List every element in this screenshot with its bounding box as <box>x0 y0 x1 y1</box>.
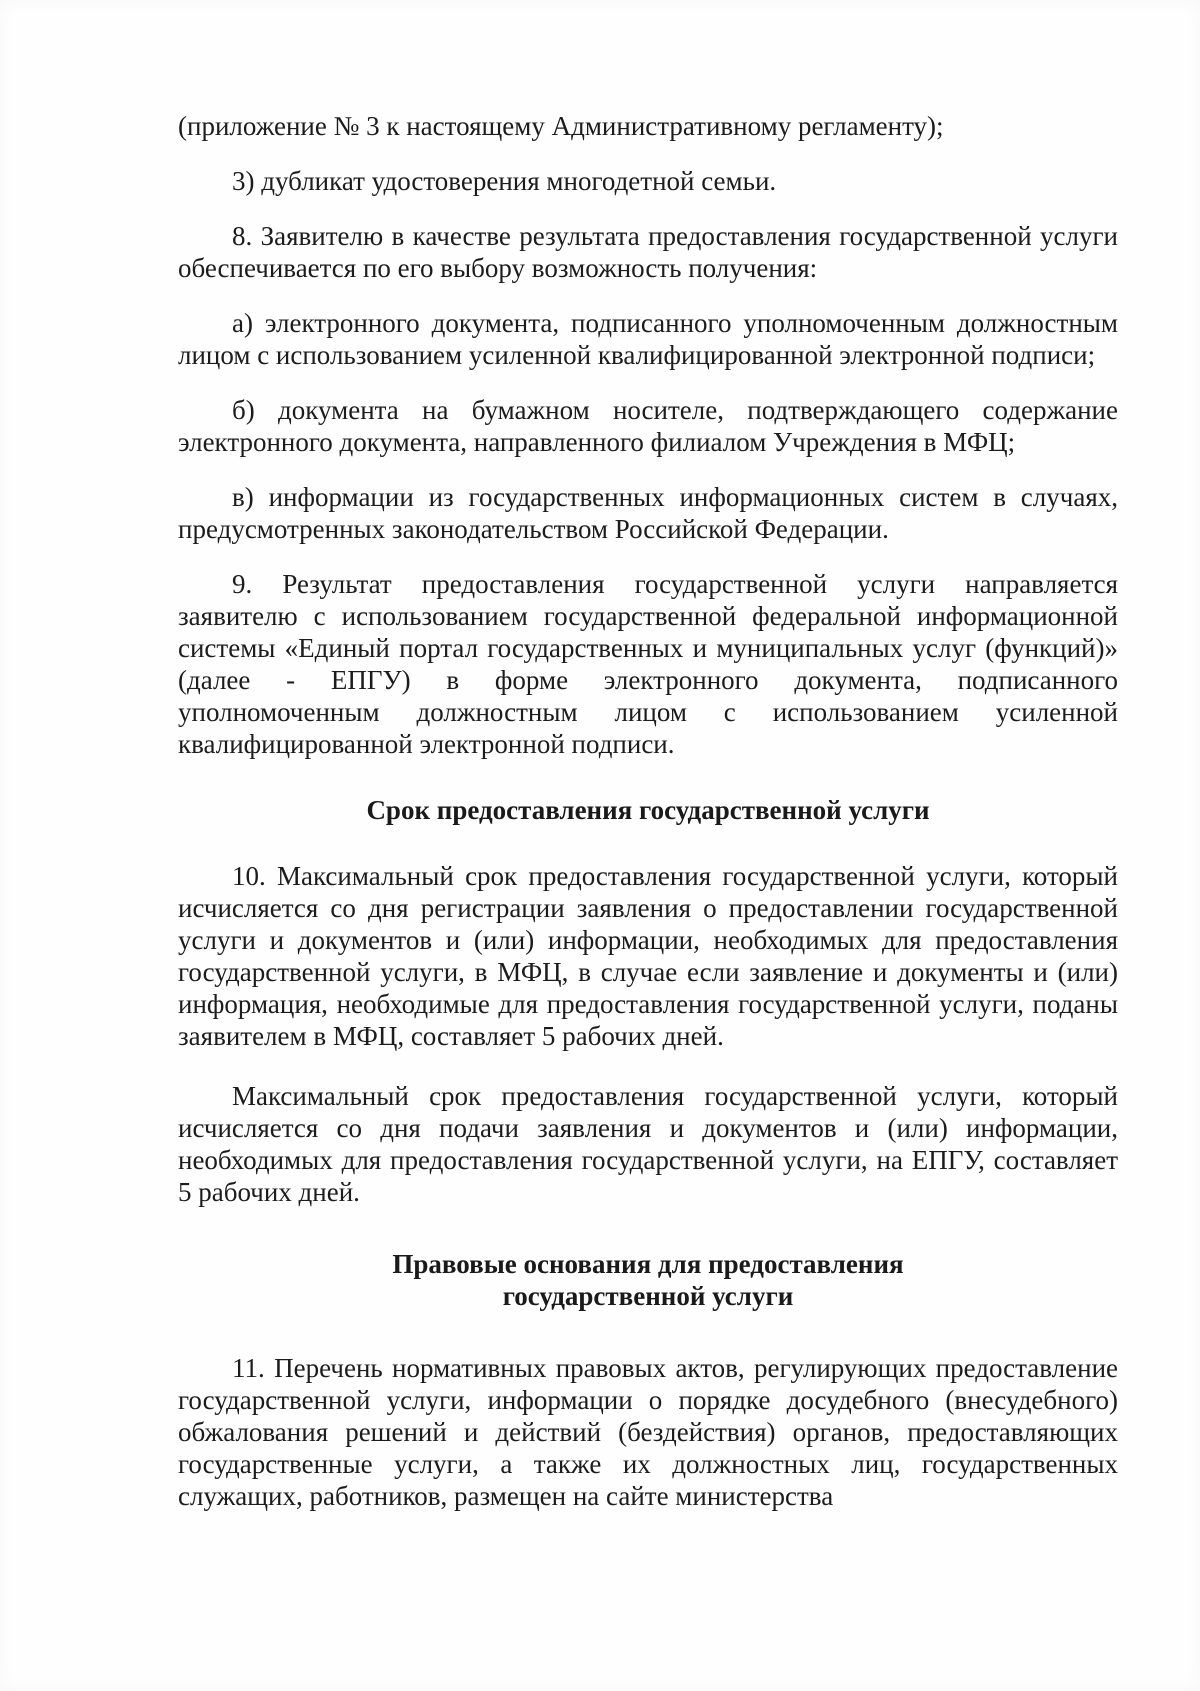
section-heading-term: Срок предоставления государственной услуги <box>366 795 930 825</box>
paragraph-10: 10. Максимальный срок предоставления государственной услуги, который исчисляется со дня регистрации заявления о предоставлении государственной услуги и документов и (или) информации, необходимых для предоставления государственной услуги, в МФЦ, в случае если заявление и документы и (или) информация, необходимые для предоставления государственной услуги, поданы заявителем в МФЦ, составляет 5 рабочих дней. <box>178 861 1118 1051</box>
document-body <box>178 110 1118 1512</box>
paragraph-appendix-ref: (приложение № 3 к настоящему Административному регламенту); <box>178 111 944 141</box>
section-heading-legal-basis-line1: Правовые основания для предоставления <box>392 1249 904 1279</box>
paragraph-8: 8. Заявителю в качестве результата предоставления государственной услуги обеспечивается по его выбору возможность получения: <box>178 221 1118 283</box>
paragraph-11: 11. Перечень нормативных правовых актов, регулирующих предоставление государственной услуги, информации о порядке досудебного (внесудебного) обжалования решений и действий (бездействия) органов, предоставляющих государственные услуги, а также их должностных лиц, государственных служащих, работников, размещен на сайте министерства <box>178 1353 1118 1511</box>
paragraph-9: 9. Результат предоставления государственной услуги направляется заявителю с использованием государственной федеральной информационной системы «Единый портал государственных и муниципальных услуг (функций)» (далее - ЕПГУ) в форме электронного документа, подписанного уполномоченным должностным лицом с использованием усиленной квалифицированной электронной подписи. <box>178 569 1118 759</box>
section-heading-legal-basis <box>178 1248 1118 1312</box>
paragraph-item-3: 3) дубликат удостоверения многодетной семьи. <box>232 166 777 196</box>
section-heading-legal-basis-line2: государственной услуги <box>502 1281 794 1311</box>
paragraph-8b: б) документа на бумажном носителе, подтверждающего содержание электронного документа, направленного филиалом Учреждения в МФЦ; <box>178 395 1118 457</box>
paragraph-8v: в) информации из государственных информационных систем в случаях, предусмотренных законодательством Российской Федерации. <box>178 482 1118 544</box>
paragraph-max-term-epgu: Максимальный срок предоставления государственной услуги, который исчисляется со дня подачи заявления и документов и (или) информации, необходимых для предоставления государственной услуги, на ЕПГУ, составляет 5 рабочих дней. <box>178 1081 1118 1207</box>
paragraph-8a: а) электронного документа, подписанного уполномоченным должностным лицом с использованием усиленной квалифицированной электронной подписи; <box>178 308 1118 370</box>
